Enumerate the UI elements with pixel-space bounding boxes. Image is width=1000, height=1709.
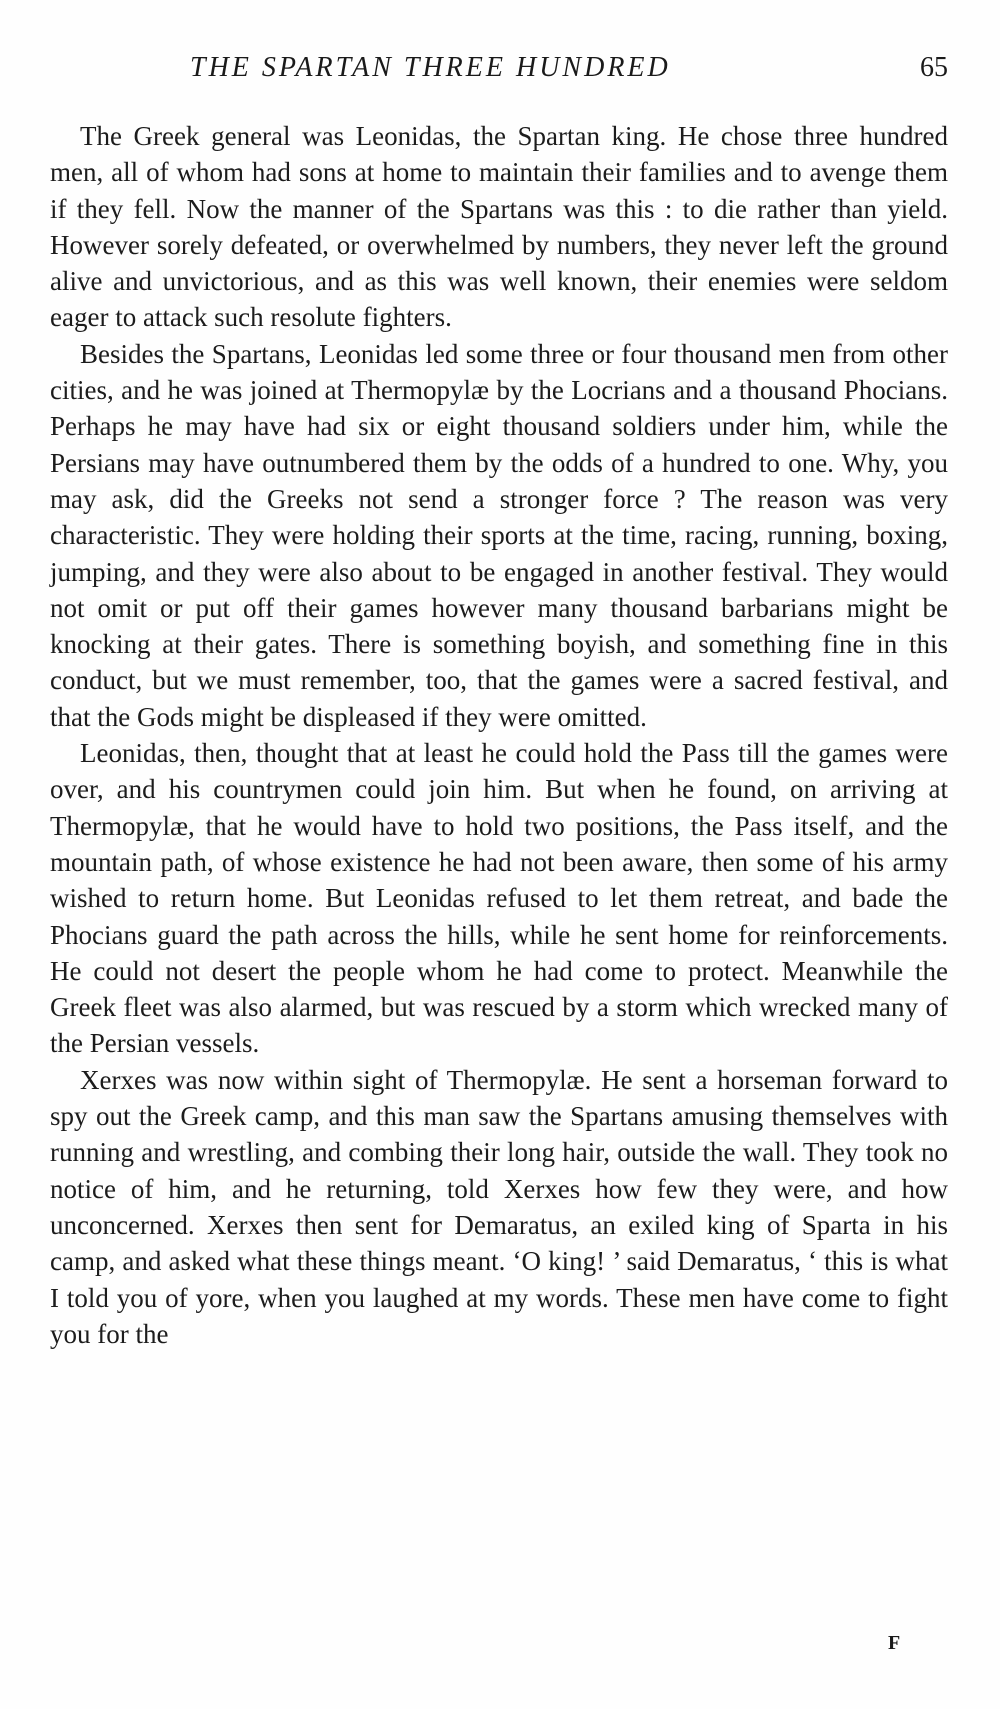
signature-mark: F — [888, 1632, 901, 1654]
running-title: THE SPARTAN THREE HUNDRED — [190, 52, 671, 83]
paragraph-3: Leonidas, then, thought that at least he could hold the Pass till the games were over, and his countrymen could join him. But when he found, on arriving at Thermopylæ, that he would have to hold two positions, the Pass itself, and the mountain path, of whose existence he had not been aware, then some of his army wished to return home. But Leonidas refused to let them retreat, and bade the Phocians guard the path across the hills, while he sent home for reinforcements. He could not desert the people whom he had come to protect. Meanwhile the Greek fleet was also alarmed, but was rescued by a storm which wrecked many of the Persian vessels. — [50, 738, 948, 1059]
running-head — [50, 52, 948, 92]
paragraph-1: The Greek general was Leonidas, the Spartan king. He chose three hundred men, all of whom had sons at home to maintain their families and to avenge them if they fell. Now the manner of the Spartans was this : to die rather than yield. However sorely defeated, or overwhelmed by numbers, they never left the ground alive and unvictorious, and as this was well known, their enemies were seldom eager to attack such resolute fighters. — [50, 121, 948, 333]
text-body — [50, 118, 948, 1352]
paragraph-2: Besides the Spartans, Leonidas led some three or four thousand men from other cities, and he was joined at Thermopylæ by the Locrians and a thousand Phocians. Perhaps he may have had six or eight thousand soldiers under him, while the Persians may have outnumbered them by the odds of a hundred to one. Why, you may ask, did the Greeks not send a stronger force ? The reason was very characteristic. They were holding their sports at the time, racing, running, boxing, jumping, and they were also about to be engaged in another festival. They would not omit or put off their games however many thousand barbarians might be knocking at their gates. There is something boyish, and something fine in this conduct, but we must remember, too, that the games were a sacred festival, and that the Gods might be displeased if they were omitted. — [50, 338, 948, 732]
page-number: 65 — [920, 52, 948, 83]
paragraph-4: Xerxes was now within sight of Thermopylæ. He sent a horseman forward to spy out the Greek camp, and this man saw the Spartans amusing themselves with running and wrestling, and combing their long hair, outside the wall. They took no notice of him, and he returning, told Xerxes how few they were, and how unconcerned. Xerxes then sent for Demaratus, an exiled king of Sparta in his camp, and asked what these things meant. ‘O king! ’ said Demaratus, ‘ this is what I told you of yore, when you laughed at my words. These men have come to fight you for the — [50, 1064, 948, 1349]
